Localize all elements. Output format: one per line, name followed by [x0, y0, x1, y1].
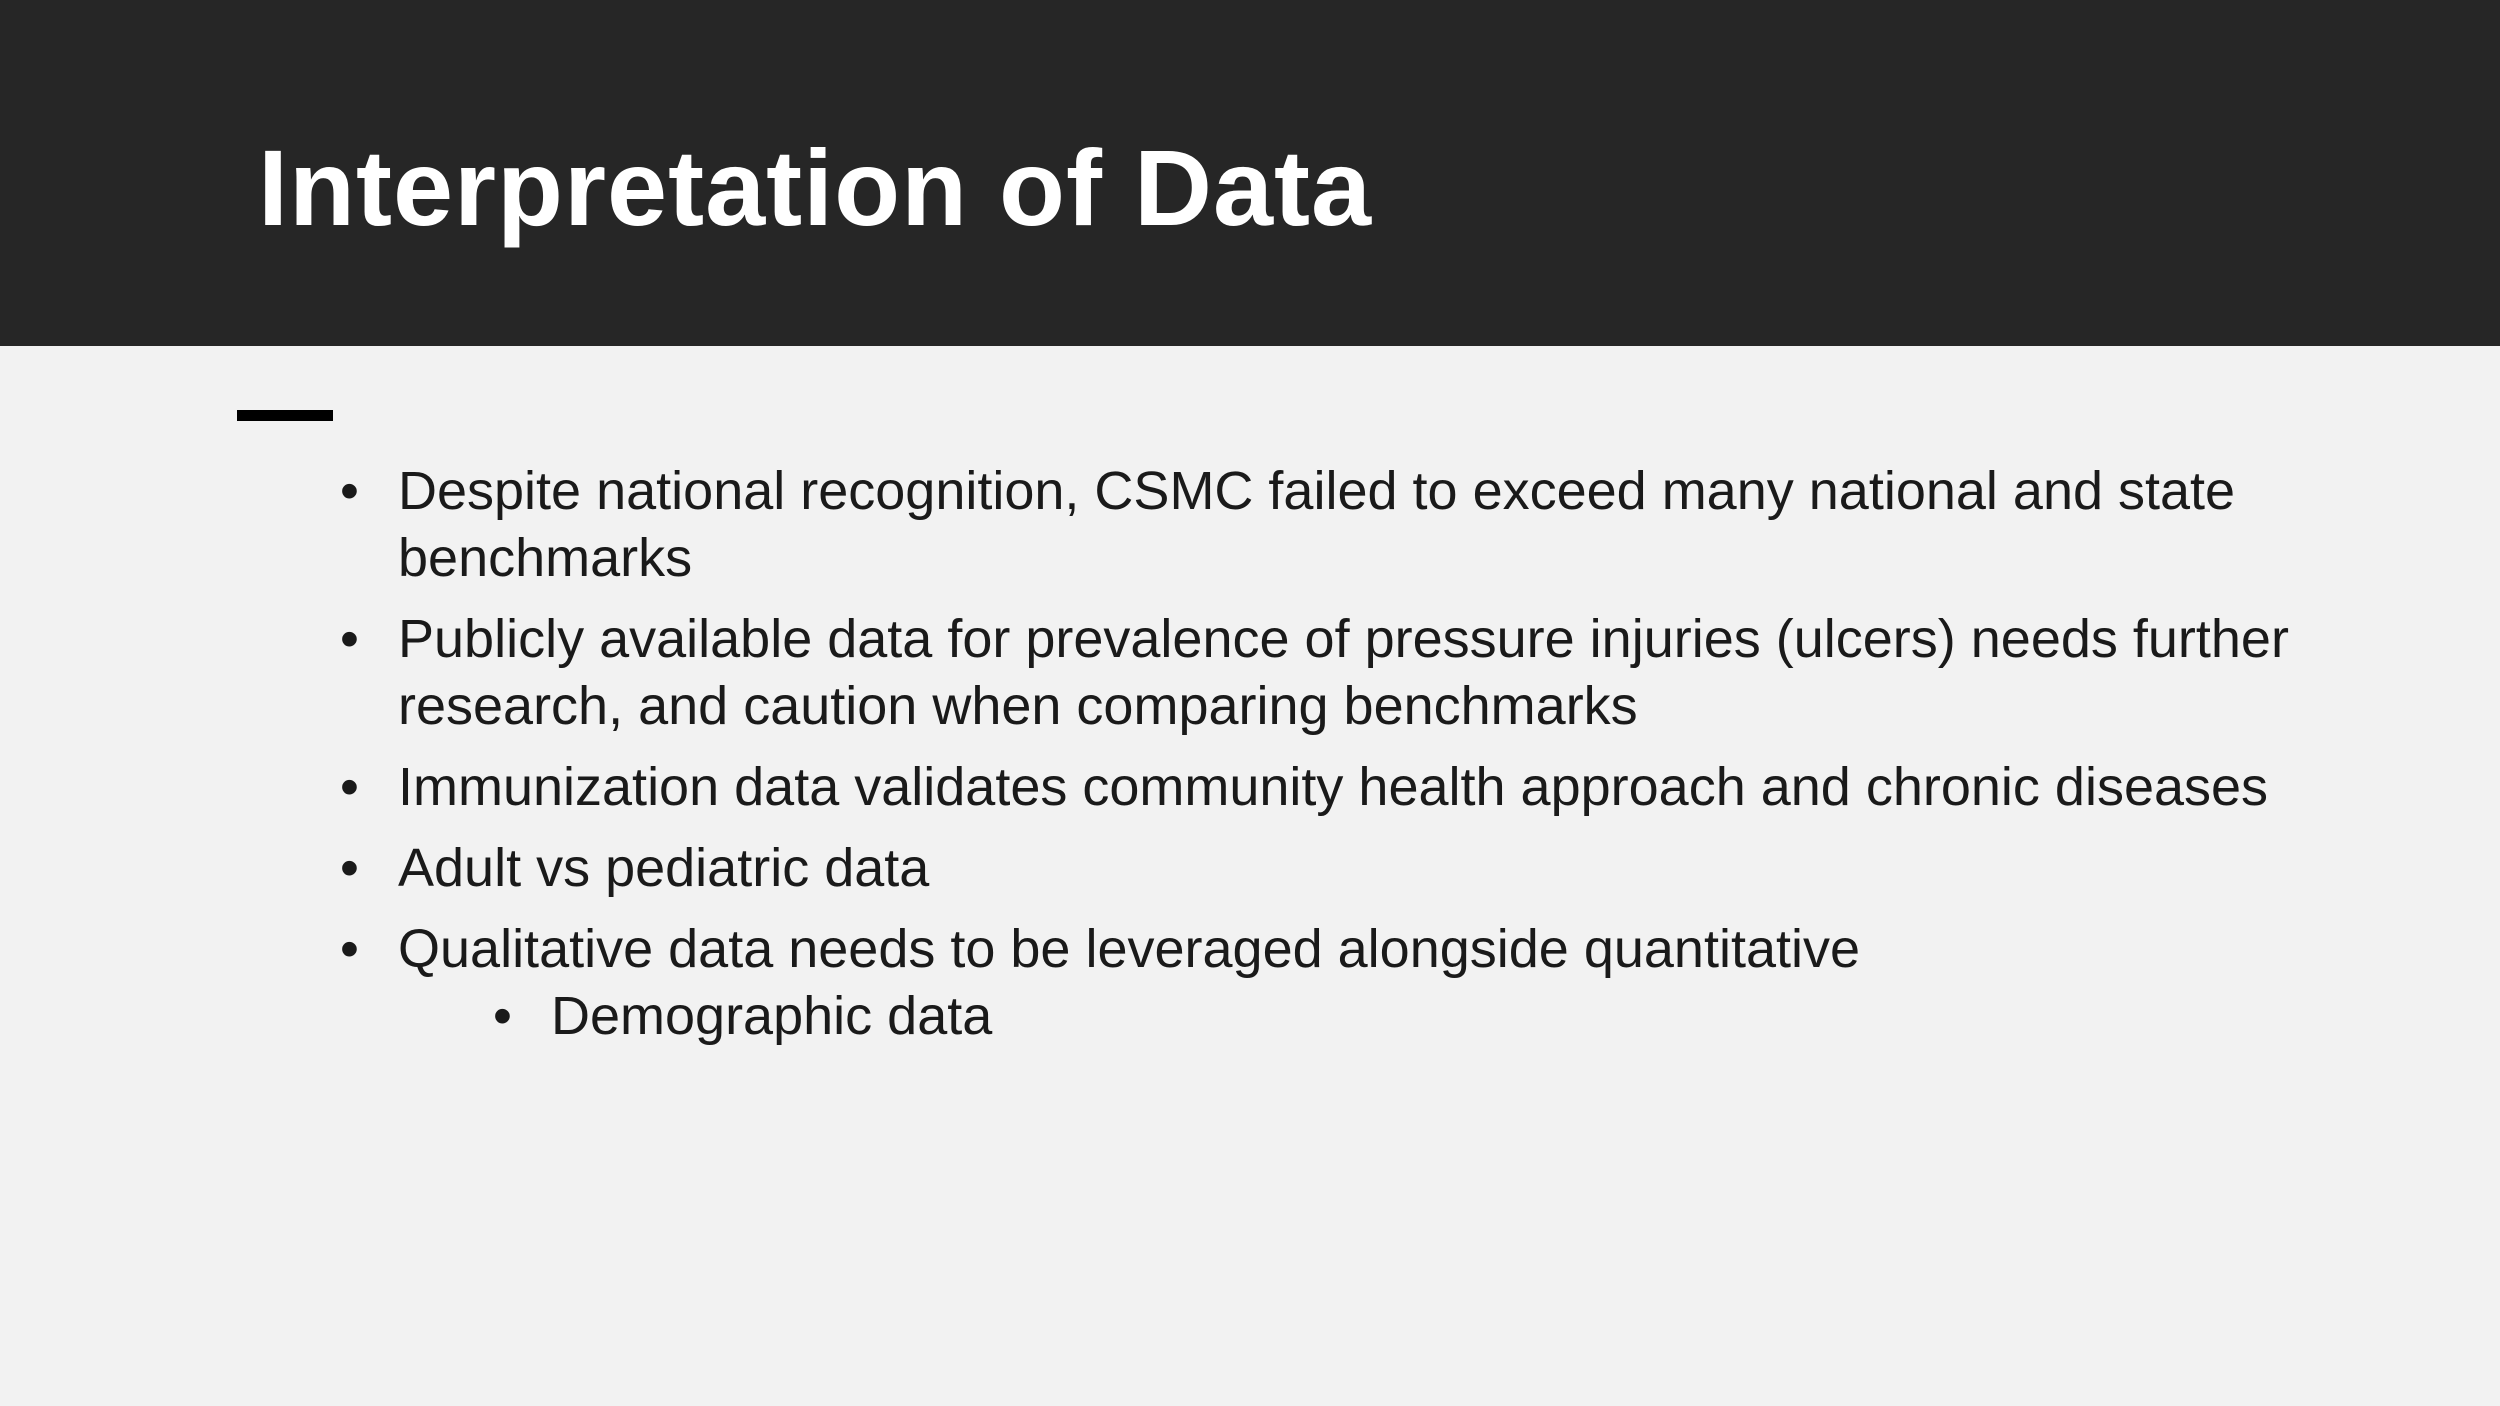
bullet-item: [340, 606, 2300, 740]
bullet-dot-icon: •: [340, 919, 359, 979]
sub-bullet-item: [398, 983, 2300, 1050]
sub-bullet-list: [398, 983, 2300, 1050]
title-bar: [0, 0, 2500, 346]
accent-rule: [237, 410, 333, 421]
bullet-item: [340, 916, 2300, 1050]
bullet-text: Despite national recognition, CSMC failed to exceed many national and state benchmarks: [398, 461, 2236, 588]
bullet-text: Qualitative data needs to be leveraged alongside quantitative: [398, 919, 1861, 979]
bullet-text: Publicly available data for prevalence of pressure injuries (ulcers) needs further research, and caution when comparing benchmarks: [398, 609, 2289, 736]
bullet-dot-icon: •: [340, 461, 359, 521]
bullet-item: [340, 835, 2300, 902]
bullet-dot-icon: •: [493, 986, 512, 1046]
slide-title: Interpretation of Data: [258, 127, 1373, 248]
bullet-item: [340, 458, 2300, 592]
sub-bullet-text: Demographic data: [551, 986, 993, 1046]
bullet-dot-icon: •: [340, 838, 359, 898]
bullet-item: [340, 754, 2300, 821]
bullet-list: [340, 458, 2300, 1064]
bullet-text: Immunization data validates community health approach and chronic diseases: [398, 757, 2269, 817]
bullet-text: Adult vs pediatric data: [398, 838, 930, 898]
bullet-dot-icon: •: [340, 757, 359, 817]
bullet-dot-icon: •: [340, 609, 359, 669]
